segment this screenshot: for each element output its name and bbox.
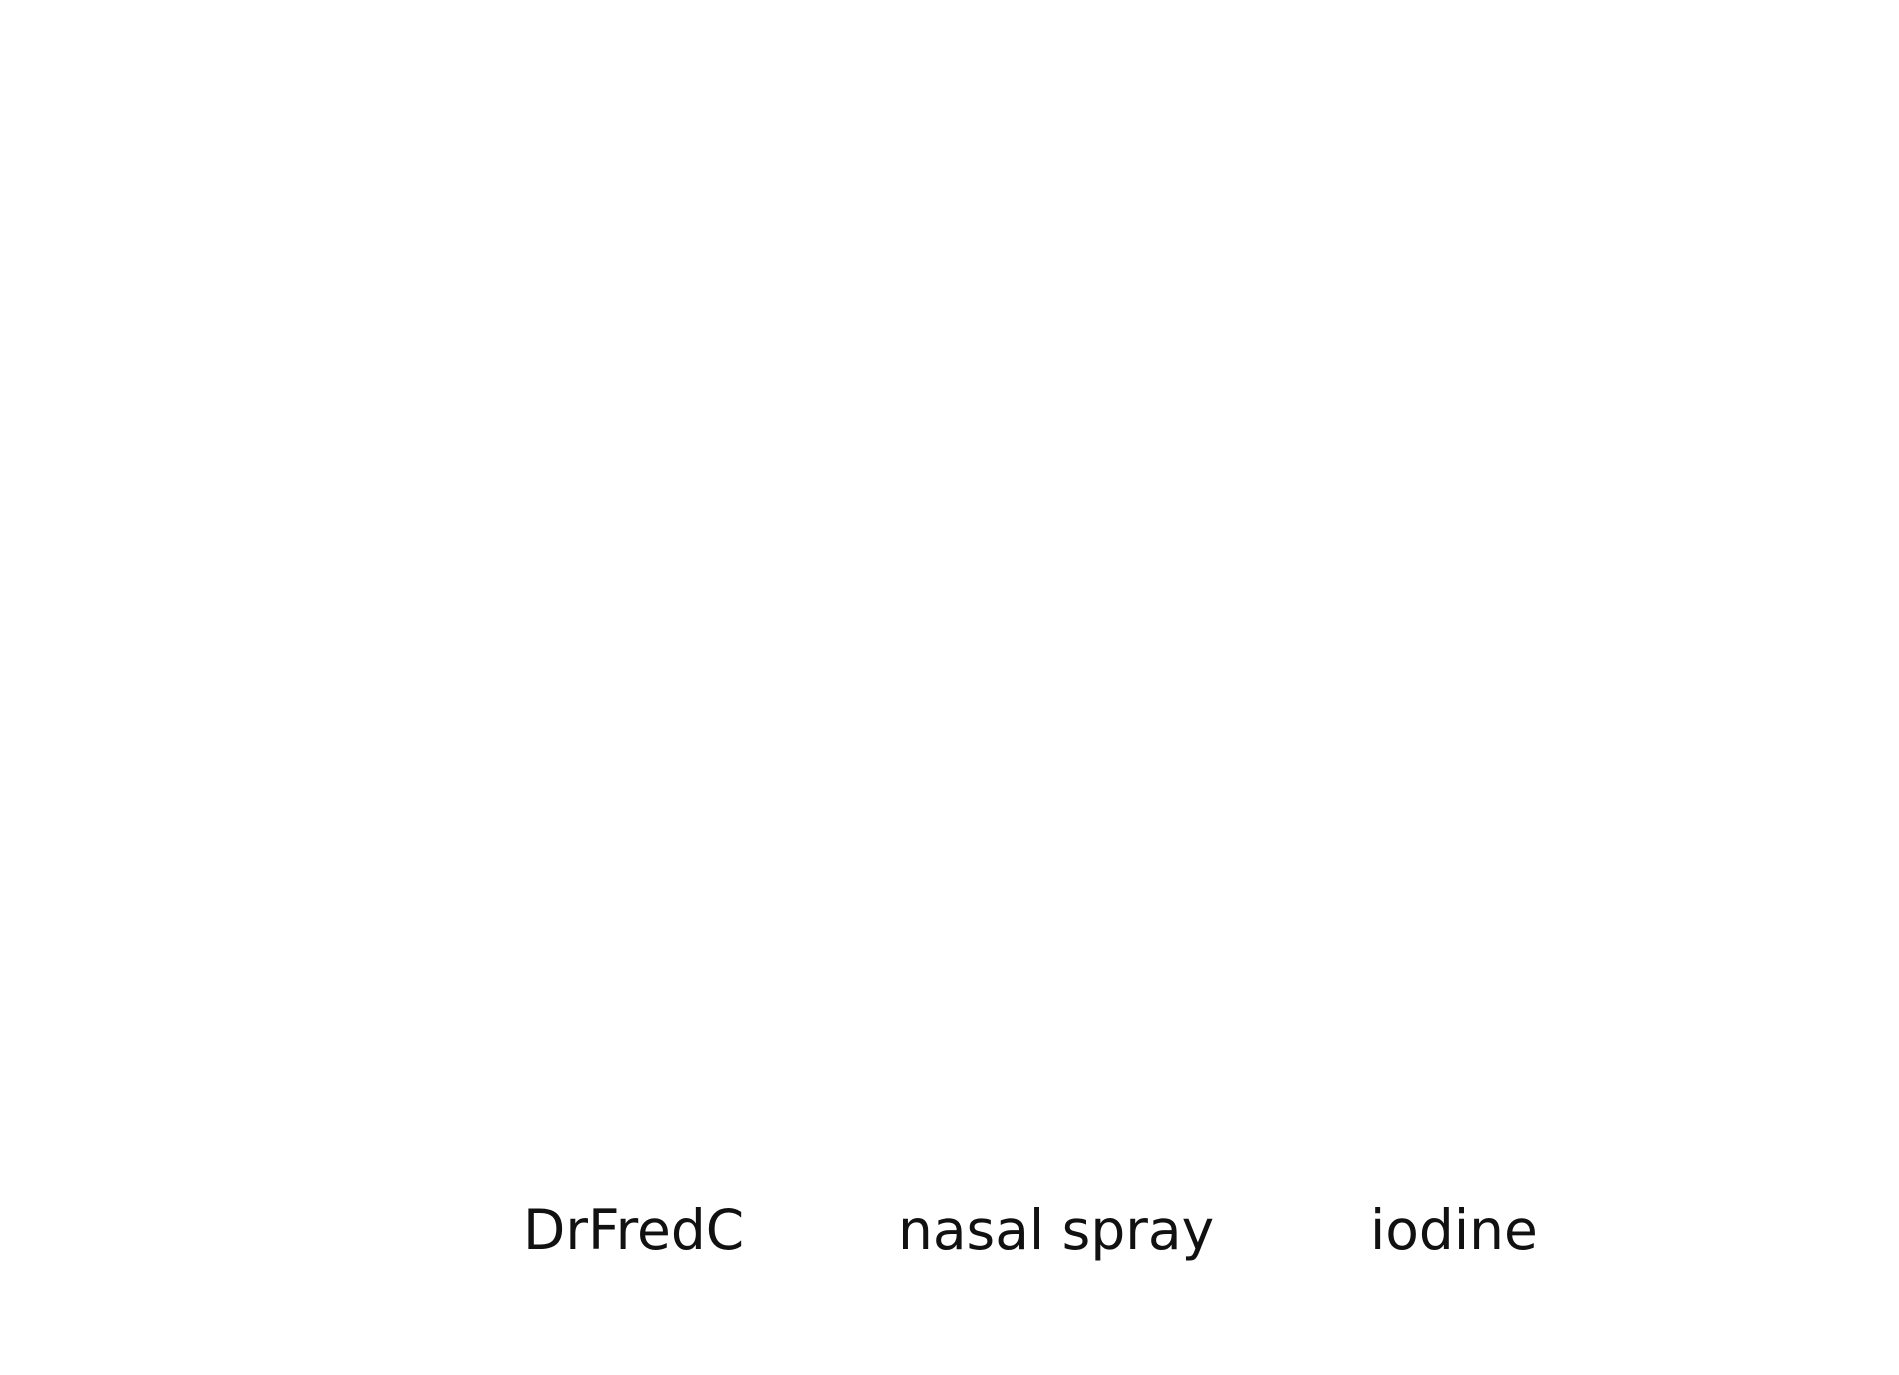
label-row	[0, 1195, 1899, 1265]
label-iodine: iodine	[1370, 1198, 1538, 1262]
label-nasal-spray: nasal spray	[898, 1198, 1215, 1262]
label-drfredc: DrFredC	[523, 1198, 745, 1262]
